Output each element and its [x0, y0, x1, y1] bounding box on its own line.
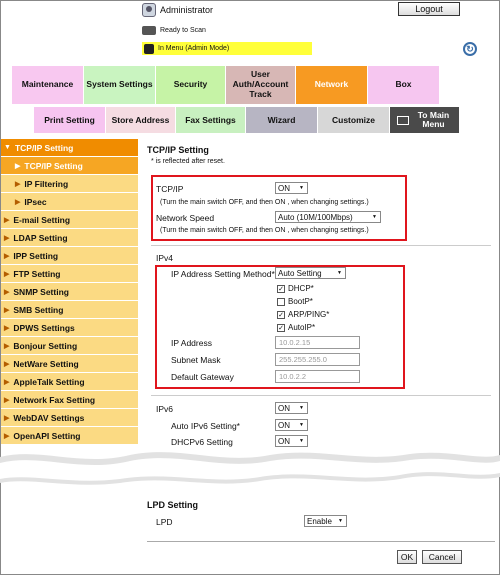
tab-customize[interactable]: Customize	[318, 107, 390, 133]
sidebar-item-dpws[interactable]	[1, 319, 138, 337]
tab-store-address[interactable]: Store Address	[106, 107, 176, 133]
divider	[151, 395, 491, 396]
arrow-icon: ▶	[4, 360, 10, 368]
lock-icon	[144, 44, 154, 54]
arrow-icon: ▶	[4, 252, 10, 260]
arrow-icon: ▶	[4, 378, 10, 386]
sidebar-item-ipsec[interactable]	[1, 193, 138, 211]
arrow-icon: ▶	[4, 396, 10, 404]
auto-ipv6-label: Auto IPv6 Setting*	[171, 421, 240, 431]
ip-address-label: IP Address	[171, 338, 212, 348]
network-speed-label: Network Speed	[156, 213, 215, 223]
sidebar-label: TCP/IP Setting	[14, 142, 74, 153]
tab-print-setting[interactable]: Print Setting	[34, 107, 106, 133]
sidebar-label: Bonjour Setting	[13, 340, 78, 351]
dhcp-checkbox[interactable]: ✓	[278, 285, 284, 293]
ipv4-heading: IPv4	[156, 253, 174, 263]
bootp-option[interactable]	[277, 297, 313, 306]
sidebar-item-appletalk[interactable]	[1, 373, 138, 391]
logout-button[interactable]: Logout	[398, 2, 460, 16]
sidebar-item-network-fax[interactable]	[1, 391, 138, 409]
arrow-icon: ▶	[4, 216, 10, 224]
sidebar-item-ldap[interactable]	[1, 229, 138, 247]
default-gateway-field[interactable]: 10.0.2.2	[275, 370, 360, 383]
dhcp-label: DHCP*	[288, 284, 314, 293]
arpping-checkbox[interactable]: ✓	[278, 311, 284, 319]
sidebar-label: DPWS Settings	[13, 322, 75, 333]
sidebar-item-netware[interactable]	[1, 355, 138, 373]
sidebar-label: WebDAV Settings	[13, 412, 85, 423]
status-text: Ready to Scan	[160, 27, 206, 34]
bootp-label: BootP*	[288, 297, 313, 306]
sidebar-item-ftp[interactable]	[1, 265, 138, 283]
ipv6-select[interactable]: ON ▼	[275, 402, 308, 414]
sidebar-label: SNMP Setting	[13, 286, 69, 297]
lpd-label: LPD	[156, 517, 173, 527]
tab-user-auth[interactable]: User Auth/Account Track	[226, 66, 296, 104]
tcpip-select[interactable]: ON ▼	[275, 182, 308, 194]
refresh-icon[interactable]: ↻	[463, 42, 477, 56]
tab-security[interactable]: Security	[156, 66, 226, 104]
tab-to-main-menu[interactable]	[390, 107, 460, 133]
sidebar-item-ipp[interactable]	[1, 247, 138, 265]
tcpip-label: TCP/IP	[156, 184, 184, 194]
sidebar-label: IP Filtering	[24, 178, 69, 189]
sidebar-label: LDAP Setting	[13, 232, 68, 243]
sidebar-item-webdav[interactable]	[1, 409, 138, 427]
sidebar-item-email[interactable]	[1, 211, 138, 229]
autoip-label: AutoIP*	[288, 323, 316, 332]
administrator-icon	[142, 3, 156, 17]
ip-method-label: IP Address Setting Method*	[171, 269, 275, 279]
arpping-label: ARP/PING*	[288, 310, 330, 319]
sidebar-item-ip-filtering[interactable]	[1, 175, 138, 193]
dhcpv6-select[interactable]: ON ▼	[275, 435, 308, 447]
arrow-icon: ▶	[15, 162, 21, 170]
default-gateway-label: Default Gateway	[171, 372, 234, 382]
arrow-icon: ▶	[4, 324, 10, 332]
arrow-icon: ▶	[4, 306, 10, 314]
arrow-icon: ▶	[4, 270, 10, 278]
sidebar	[1, 139, 138, 445]
admin-indicator	[142, 3, 213, 17]
device-status	[142, 26, 206, 35]
sidebar-item-openapi[interactable]	[1, 427, 138, 445]
auto-ipv6-select[interactable]: ON ▼	[275, 419, 308, 431]
tab-wizard[interactable]: Wizard	[246, 107, 318, 133]
ok-button[interactable]: OK	[397, 550, 417, 564]
ipv6-heading: IPv6	[156, 404, 174, 414]
bootp-checkbox[interactable]	[277, 298, 285, 306]
lpd-select[interactable]: Enable ▼	[304, 515, 347, 527]
expanded-arrow-icon: ▼	[4, 144, 11, 151]
arrow-icon: ▶	[15, 180, 21, 188]
sidebar-label: NetWare Setting	[13, 358, 79, 369]
sidebar-item-snmp[interactable]	[1, 283, 138, 301]
tab-network[interactable]: Network	[296, 66, 368, 104]
arpping-option[interactable]	[277, 310, 329, 319]
sidebar-item-bonjour[interactable]	[1, 337, 138, 355]
sidebar-label: IPsec	[24, 196, 47, 207]
sidebar-label: AppleTalk Setting	[13, 376, 85, 387]
to-main-menu-label: To Main Menu	[417, 109, 450, 129]
autoip-option[interactable]	[277, 323, 315, 332]
dhcpv6-label: DHCPv6 Setting	[171, 437, 233, 447]
arrow-icon: ▶	[4, 234, 10, 242]
menu-icon	[397, 116, 409, 125]
ip-address-field[interactable]: 10.0.2.15	[275, 336, 360, 349]
divider	[147, 541, 495, 542]
ip-method-select[interactable]: Auto Setting ▼	[275, 267, 346, 279]
mode-banner	[142, 42, 312, 55]
lpd-heading: LPD Setting	[147, 500, 198, 510]
tab-system-settings[interactable]: System Settings	[84, 66, 156, 104]
tab-maintenance[interactable]: Maintenance	[12, 66, 84, 104]
page-title: TCP/IP Setting	[147, 145, 209, 155]
user-name: Administrator	[160, 5, 214, 15]
arrow-icon: ▶	[15, 198, 21, 206]
sidebar-label: SMB Setting	[13, 304, 64, 315]
dhcp-option[interactable]	[277, 284, 314, 293]
arrow-icon: ▶	[4, 342, 10, 350]
sidebar-label: TCP/IP Setting	[24, 160, 83, 171]
cancel-button[interactable]: Cancel	[422, 550, 462, 564]
tab-box[interactable]: Box	[368, 66, 440, 104]
arrow-icon: ▶	[4, 414, 10, 422]
arrow-icon: ▶	[4, 288, 10, 296]
sidebar-item-tcpip-section[interactable]	[1, 139, 138, 157]
sidebar-item-smb[interactable]	[1, 301, 138, 319]
sidebar-label: E-mail Setting	[13, 214, 71, 225]
tcpip-hint: (Turn the main switch OFF, and then ON , when changing settings.)	[160, 199, 369, 206]
sub-tab-bar	[34, 107, 460, 133]
tab-fax-settings[interactable]: Fax Settings	[176, 107, 246, 133]
sidebar-label: IPP Setting	[13, 250, 59, 261]
sidebar-label: OpenAPI Setting	[13, 430, 81, 441]
autoip-checkbox[interactable]: ✓	[278, 324, 284, 332]
printer-icon	[142, 26, 156, 35]
sidebar-label: FTP Setting	[13, 268, 61, 279]
mode-text: In Menu (Admin Mode)	[158, 45, 230, 52]
subnet-mask-label: Subnet Mask	[171, 355, 221, 365]
sidebar-item-tcpip-setting[interactable]	[1, 157, 138, 175]
sidebar-label: Network Fax Setting	[13, 394, 96, 405]
page-cut-divider	[0, 447, 500, 489]
subnet-mask-field[interactable]: 255.255.255.0	[275, 353, 360, 366]
reset-note: * is reflected after reset.	[151, 158, 225, 165]
top-tab-bar	[12, 66, 440, 104]
network-speed-select[interactable]: Auto (10M/100Mbps) ▼	[275, 211, 381, 223]
divider	[151, 245, 491, 246]
speed-hint: (Turn the main switch OFF, and then ON , when changing settings.)	[160, 227, 369, 234]
arrow-icon: ▶	[4, 432, 10, 440]
